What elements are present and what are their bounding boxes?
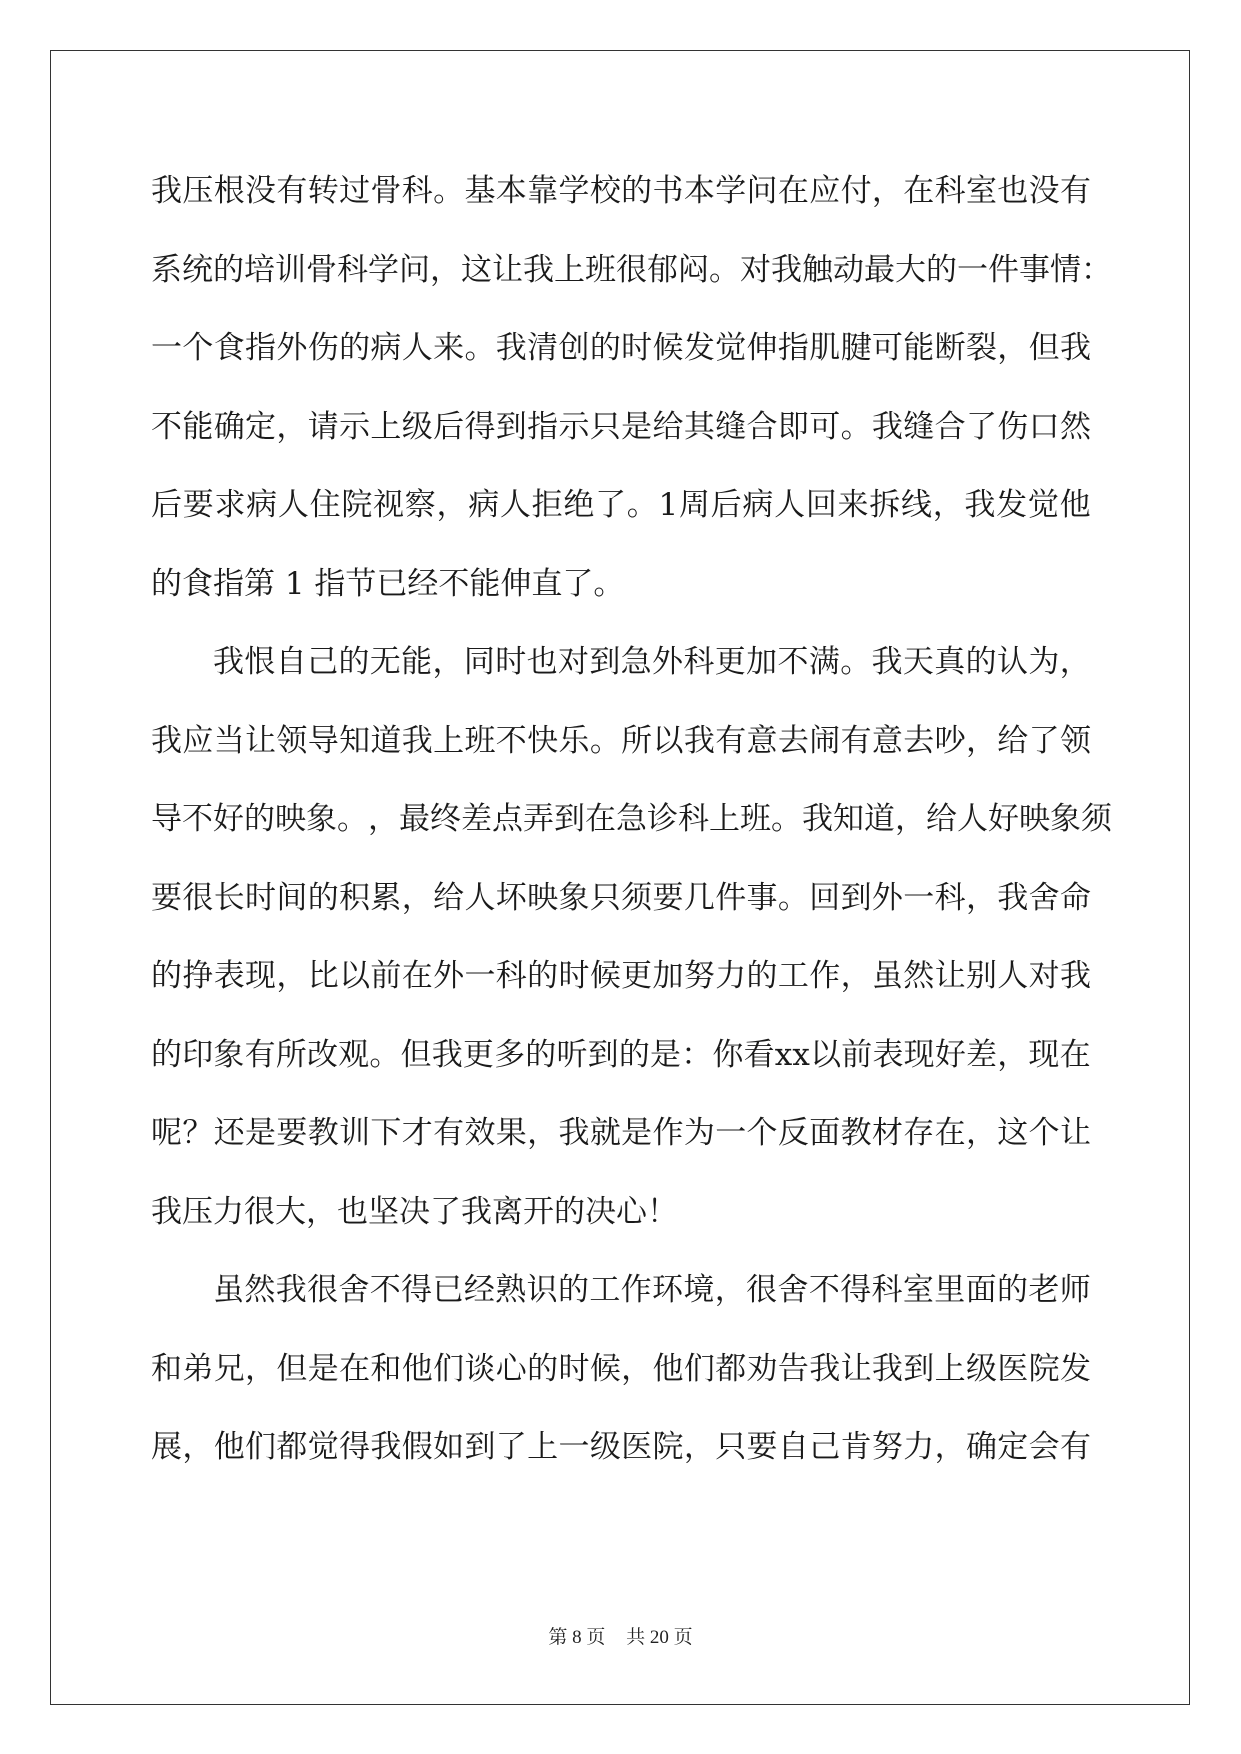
- text-line: 虽 然 我 很 舍 不 得 已 经 熟 识 的 工 作 环 境 ， 很 舍 不 得 科 室 里 面 的 老 师: [213, 1272, 1091, 1308]
- text-line: 我压力很大，也坚决了我离开的决心！: [151, 1193, 678, 1230]
- text-line: 我 压 根 没 有 转 过 骨 科 。 基 本 靠 学 校 的 书 本 学 问 在 应 付 ， 在 科 室 也 没 有: [151, 173, 1091, 209]
- text-line: 的 挣 表 现 ， 比 以 前 在 外 一 科 的 时 候 更 加 努 力 的 工 作 ， 虽 然 让 别 人 对 我: [151, 958, 1091, 994]
- text-line: 导 不 好 的 映 象 。 ， 最 终 差 点 弄 到 在 急 诊 科 上 班 。 我 知 道 ， 给 人 好 映 象 须: [151, 801, 1112, 837]
- text-line: 我 恨 自 己 的 无 能 ， 同 时 也 对 到 急 外 科 更 加 不 满 。 我 天 真 的 认 为 ，: [213, 644, 1091, 680]
- page-total: 共 20 页: [626, 1627, 693, 1648]
- text-line: 我 应 当 让 领 导 知 道 我 上 班 不 快 乐 。 所 以 我 有 意 去 闹 有 意 去 吵 ， 给 了 领: [151, 722, 1091, 759]
- text-line: 的食指第 1 指节已经不能伸直了。: [151, 565, 625, 602]
- text-line: 系 统 的 培 训 骨 科 学 问 ， 这 让 我 上 班 很 郁 闷 。 对 我 触 动 最 大 的 一 件 事 情 ：: [151, 251, 1112, 288]
- page-number: 第 8 页: [548, 1627, 606, 1648]
- text-line: 的 印 象 有 所 改 观 。 但 我 更 多 的 听 到 的 是 ： 你 看 x x 以 前 表 现 好 差 ， 现 在: [151, 1036, 1091, 1073]
- text-line: 要 很 长 时 间 的 积 累 ， 给 人 坏 映 象 只 须 要 几 件 事 。 回 到 外 一 科 ， 我 舍 命: [151, 879, 1091, 916]
- document-body: [151, 165, 1112, 1500]
- text-line: 呢 ？ 还 是 要 教 训 下 才 有 效 果 ， 我 就 是 作 为 一 个 反 面 教 材 存 在 ， 这 个 让: [151, 1115, 1091, 1151]
- text-line: 不 能 确 定 ， 请 示 上 级 后 得 到 指 示 只 是 给 其 缝 合 即 可 。 我 缝 合 了 伤 口 然: [151, 408, 1091, 445]
- text-line: 一 个 食 指 外 伤 的 病 人 来 。 我 清 创 的 时 候 发 觉 伸 指 肌 腱 可 能 断 裂 ， 但 我: [151, 330, 1091, 366]
- text-line: 展 ， 他 们 都 觉 得 我 假 如 到 了 上 一 级 医 院 ， 只 要 自 己 肯 努 力 ， 确 定 会 有: [151, 1429, 1091, 1465]
- page-footer: [0, 1622, 1241, 1649]
- text-line: 和 弟 兄 ， 但 是 在 和 他 们 谈 心 的 时 候 ， 他 们 都 劝 告 我 让 我 到 上 级 医 院 发: [151, 1350, 1091, 1387]
- text-line: 后 要 求 病 人 住 院 视 察 ， 病 人 拒 绝 了 。 1 周 后 病 人 回 来 拆 线 ， 我 发 觉 他: [151, 487, 1091, 523]
